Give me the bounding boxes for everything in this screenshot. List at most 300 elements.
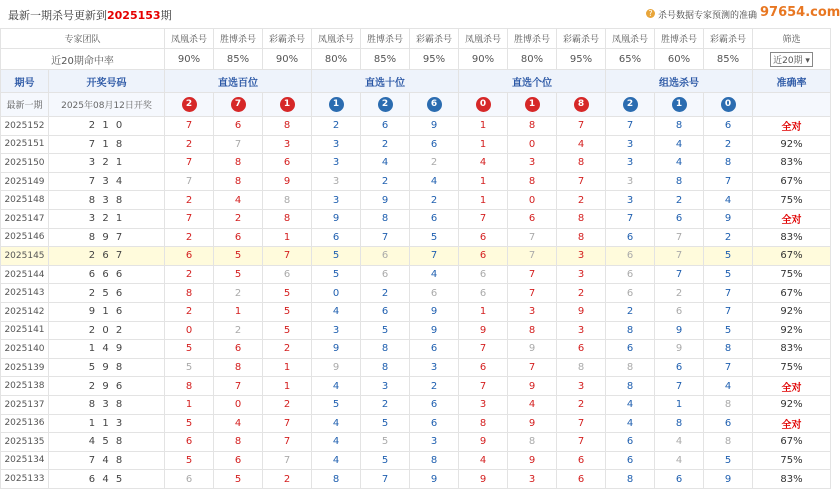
kill-number-cell: 7	[557, 433, 606, 452]
kill-number-cell: 6	[606, 340, 655, 359]
kill-number-cell: 0	[508, 135, 557, 154]
expert-name: 凤凰杀号	[459, 29, 508, 49]
row-accuracy: 83%	[753, 340, 831, 359]
kill-number-cell: 8	[606, 470, 655, 489]
kill-number-cell: 2	[557, 191, 606, 210]
kill-number-cell: 2	[165, 228, 214, 247]
hit-rate-value: 80%	[508, 49, 557, 70]
kill-number-cell: 8	[557, 358, 606, 377]
row-draw-code: 6 6 6	[49, 265, 165, 284]
kill-number-cell: 7	[655, 377, 704, 396]
number-ball: 1	[672, 97, 687, 112]
kill-number-cell: 4	[655, 451, 704, 470]
kill-number-cell: 7	[459, 340, 508, 359]
kill-number-cell: 2	[704, 135, 753, 154]
kill-number-cell: 4	[557, 135, 606, 154]
row-issue: 2025140	[1, 340, 49, 359]
kill-number-cell: 3	[361, 377, 410, 396]
kill-number-cell: 4	[704, 377, 753, 396]
col-accuracy: 准确率	[753, 70, 831, 93]
col-group-kill: 组选杀号	[606, 70, 753, 93]
row-accuracy: 75%	[753, 191, 831, 210]
kill-number-cell: 6	[606, 265, 655, 284]
table-row	[1, 377, 831, 396]
table-row	[1, 247, 831, 266]
kill-number-cell: 7	[508, 247, 557, 266]
kill-number-cell: 8	[655, 172, 704, 191]
top-bar	[0, 0, 840, 28]
kill-number-cell: 8	[557, 209, 606, 228]
table-row	[1, 358, 831, 377]
kill-number-cell: 8	[165, 284, 214, 303]
kill-number-cell: 8	[704, 340, 753, 359]
kill-number-cell: 5	[165, 358, 214, 377]
kill-number-cell: 5	[165, 340, 214, 359]
kill-number-cell: 8	[263, 209, 312, 228]
row-draw-code: 7 3 4	[49, 172, 165, 191]
kill-number-cell: 6	[655, 358, 704, 377]
kill-number-cell: 2	[165, 302, 214, 321]
kill-number-cell: 4	[312, 414, 361, 433]
info-note: 杀号数据专家预测的准确	[658, 11, 758, 21]
kill-number-cell: 6	[459, 228, 508, 247]
col-code: 开奖号码	[49, 70, 165, 93]
kill-number-cell: 6	[508, 209, 557, 228]
kill-number-cell: 3	[410, 433, 459, 452]
row-issue: 2025135	[1, 433, 49, 452]
kill-number-cell: 8	[606, 358, 655, 377]
kill-number-cell: 9	[263, 172, 312, 191]
table-row	[1, 191, 831, 210]
hit-rate-value: 65%	[606, 49, 655, 70]
kill-number-cell: 6	[606, 433, 655, 452]
kill-number-cell: 2	[655, 284, 704, 303]
row-accuracy: 全对	[753, 117, 831, 136]
kill-number-cell: 2	[214, 321, 263, 340]
kill-number-cell: 7	[557, 172, 606, 191]
kill-number-cell: 4	[214, 191, 263, 210]
kill-number-cell: 5	[165, 451, 214, 470]
row-accuracy: 83%	[753, 470, 831, 489]
kill-number-cell: 5	[165, 414, 214, 433]
latest-ball-cell	[361, 93, 410, 117]
chevron-down-icon: ▾	[802, 55, 810, 66]
kill-number-cell: 7	[263, 414, 312, 433]
number-ball: 0	[721, 97, 736, 112]
row-accuracy: 全对	[753, 377, 831, 396]
latest-ball-cell	[606, 93, 655, 117]
hit-rate-value: 95%	[557, 49, 606, 70]
kill-number-cell: 8	[165, 377, 214, 396]
number-ball: 0	[476, 97, 491, 112]
hit-rate-value: 85%	[704, 49, 753, 70]
kill-number-cell: 9	[508, 414, 557, 433]
kill-number-cell: 4	[655, 135, 704, 154]
kill-number-cell: 0	[165, 321, 214, 340]
col-tens: 直选十位	[312, 70, 459, 93]
expert-name: 彩霸杀号	[263, 29, 312, 49]
kill-number-cell: 8	[704, 395, 753, 414]
kill-number-cell: 7	[459, 209, 508, 228]
kill-number-cell: 5	[704, 247, 753, 266]
kill-number-cell: 5	[361, 433, 410, 452]
kill-number-cell: 1	[165, 395, 214, 414]
kill-number-cell: 9	[410, 302, 459, 321]
kill-number-cell: 8	[704, 433, 753, 452]
kill-number-cell: 9	[508, 451, 557, 470]
row-draw-code: 1 4 9	[49, 340, 165, 359]
kill-number-cell: 2	[704, 228, 753, 247]
table-row	[1, 265, 831, 284]
row-draw-code: 3 2 1	[49, 209, 165, 228]
expert-name: 凤凰杀号	[165, 29, 214, 49]
kill-number-cell: 1	[655, 395, 704, 414]
kill-number-cell: 5	[263, 321, 312, 340]
watermark-logo: 97654.com	[760, 5, 840, 20]
row-accuracy: 75%	[753, 451, 831, 470]
kill-number-cell: 5	[214, 470, 263, 489]
row-issue: 2025150	[1, 154, 49, 173]
kill-number-cell: 8	[214, 433, 263, 452]
kill-number-cell: 8	[361, 358, 410, 377]
kill-number-cell: 5	[410, 228, 459, 247]
kill-number-cell: 7	[704, 302, 753, 321]
row-issue: 2025133	[1, 470, 49, 489]
kill-number-cell: 6	[557, 451, 606, 470]
row-issue: 2025134	[1, 451, 49, 470]
kill-number-cell: 3	[508, 470, 557, 489]
kill-number-cell: 3	[606, 172, 655, 191]
kill-number-cell: 4	[704, 191, 753, 210]
kill-number-cell: 9	[655, 340, 704, 359]
table-row	[1, 154, 831, 173]
table-row	[1, 302, 831, 321]
kill-number-cell: 5	[214, 265, 263, 284]
kill-number-cell: 9	[557, 302, 606, 321]
kill-number-cell: 7	[655, 228, 704, 247]
kill-number-cell: 2	[165, 265, 214, 284]
col-issue: 期号	[1, 70, 49, 93]
kill-number-cell: 0	[214, 395, 263, 414]
kill-number-cell: 8	[263, 117, 312, 136]
col-hundreds: 直选百位	[165, 70, 312, 93]
row-accuracy: 83%	[753, 154, 831, 173]
kill-number-cell: 1	[459, 302, 508, 321]
row-draw-code: 4 5 8	[49, 433, 165, 452]
kill-number-cell: 7	[508, 265, 557, 284]
latest-ball-cell	[508, 93, 557, 117]
kill-number-cell: 3	[312, 135, 361, 154]
expert-name: 彩霸杀号	[557, 29, 606, 49]
kill-number-cell: 7	[704, 358, 753, 377]
kill-number-cell: 5	[263, 284, 312, 303]
kill-number-cell: 8	[508, 117, 557, 136]
kill-number-cell: 6	[361, 247, 410, 266]
kill-number-cell: 5	[361, 451, 410, 470]
row-issue: 2025151	[1, 135, 49, 154]
kill-number-cell: 6	[606, 247, 655, 266]
kill-number-cell: 1	[459, 117, 508, 136]
number-ball: 6	[427, 97, 442, 112]
kill-number-cell: 3	[508, 302, 557, 321]
kill-number-cell: 8	[557, 154, 606, 173]
kill-number-cell: 2	[606, 302, 655, 321]
kill-number-cell: 7	[214, 377, 263, 396]
table-row	[1, 172, 831, 191]
row-draw-code: 8 3 8	[49, 395, 165, 414]
kill-number-cell: 7	[459, 377, 508, 396]
kill-number-cell: 2	[557, 284, 606, 303]
table-row	[1, 414, 831, 433]
kill-number-cell: 6	[410, 414, 459, 433]
col-units: 直选个位	[459, 70, 606, 93]
row-draw-code: 8 3 8	[49, 191, 165, 210]
row-draw-code: 2 9 6	[49, 377, 165, 396]
kill-number-cell: 7	[410, 247, 459, 266]
kill-number-cell: 8	[606, 377, 655, 396]
kill-number-cell: 8	[263, 191, 312, 210]
kill-number-cell: 4	[459, 451, 508, 470]
kill-number-cell: 4	[312, 377, 361, 396]
kill-number-cell: 6	[410, 395, 459, 414]
kill-number-cell: 2	[361, 395, 410, 414]
kill-number-cell: 7	[606, 117, 655, 136]
latest-ball-cell	[214, 93, 263, 117]
question-icon[interactable]: ?	[646, 9, 655, 18]
row-accuracy: 67%	[753, 284, 831, 303]
kill-number-cell: 4	[312, 302, 361, 321]
row-draw-code: 2 6 7	[49, 247, 165, 266]
kill-number-cell: 6	[214, 340, 263, 359]
kill-number-cell: 6	[606, 451, 655, 470]
hit-rate-value: 85%	[361, 49, 410, 70]
kill-number-cell: 7	[165, 209, 214, 228]
kill-number-cell: 8	[655, 414, 704, 433]
table-row	[1, 470, 831, 489]
kill-number-cell: 9	[410, 117, 459, 136]
row-issue: 2025147	[1, 209, 49, 228]
kill-number-cell: 7	[214, 135, 263, 154]
row-draw-code: 6 4 5	[49, 470, 165, 489]
table-row	[1, 395, 831, 414]
kill-number-cell: 7	[508, 284, 557, 303]
period-select[interactable]	[770, 52, 813, 67]
kill-number-cell: 1	[263, 358, 312, 377]
hit-rate-label: 近20期命中率	[1, 49, 165, 70]
kill-number-cell: 9	[459, 433, 508, 452]
kill-number-cell: 2	[263, 470, 312, 489]
latest-ball-cell	[557, 93, 606, 117]
kill-number-cell: 8	[606, 321, 655, 340]
latest-label: 最新一期	[1, 93, 49, 117]
kill-number-cell: 2	[410, 154, 459, 173]
kill-number-cell: 5	[704, 321, 753, 340]
expert-name: 胜博杀号	[508, 29, 557, 49]
kill-number-cell: 9	[312, 209, 361, 228]
kill-number-cell: 7	[165, 117, 214, 136]
kill-number-cell: 9	[410, 321, 459, 340]
kill-number-cell: 7	[361, 470, 410, 489]
kill-number-cell: 5	[214, 247, 263, 266]
kill-number-cell: 2	[312, 117, 361, 136]
kill-number-cell: 7	[508, 358, 557, 377]
kill-number-cell: 6	[410, 340, 459, 359]
filter-label: 筛选	[753, 29, 831, 49]
row-accuracy: 75%	[753, 265, 831, 284]
kill-number-cell: 0	[312, 284, 361, 303]
table-row	[1, 228, 831, 247]
expert-name: 胜博杀号	[214, 29, 263, 49]
row-draw-code: 3 2 1	[49, 154, 165, 173]
kill-number-cell: 9	[410, 470, 459, 489]
row-accuracy: 67%	[753, 172, 831, 191]
kill-number-cell: 7	[557, 414, 606, 433]
row-issue: 2025146	[1, 228, 49, 247]
kill-number-cell: 1	[263, 228, 312, 247]
period-select-value: 近20期	[773, 55, 803, 66]
kill-number-cell: 8	[312, 470, 361, 489]
table-row	[1, 209, 831, 228]
kill-number-cell: 5	[704, 451, 753, 470]
latest-ball-cell	[459, 93, 508, 117]
row-issue: 2025149	[1, 172, 49, 191]
kill-number-cell: 1	[459, 135, 508, 154]
kill-number-cell: 6	[214, 228, 263, 247]
kill-number-cell: 7	[508, 228, 557, 247]
kill-number-cell: 3	[557, 265, 606, 284]
number-ball: 1	[329, 97, 344, 112]
row-issue: 2025138	[1, 377, 49, 396]
latest-date: 2025年08月12日开奖	[49, 93, 165, 117]
table-row	[1, 340, 831, 359]
kill-number-cell: 1	[214, 302, 263, 321]
row-issue: 2025143	[1, 284, 49, 303]
kill-number-cell: 8	[361, 340, 410, 359]
kill-number-cell: 2	[655, 191, 704, 210]
kill-number-cell: 6	[606, 228, 655, 247]
kill-number-cell: 5	[263, 302, 312, 321]
number-ball: 2	[182, 97, 197, 112]
table-row	[1, 117, 831, 136]
kill-number-cell: 9	[459, 470, 508, 489]
latest-ball-cell	[165, 93, 214, 117]
kill-number-cell: 6	[459, 284, 508, 303]
kill-number-cell: 4	[508, 395, 557, 414]
kill-number-cell: 4	[214, 414, 263, 433]
number-ball: 8	[574, 97, 589, 112]
kill-number-cell: 4	[606, 395, 655, 414]
kill-number-cell: 3	[410, 358, 459, 377]
kill-number-cell: 8	[557, 228, 606, 247]
kill-number-cell: 3	[312, 154, 361, 173]
kill-number-cell: 4	[410, 172, 459, 191]
latest-ball-cell	[704, 93, 753, 117]
row-accuracy: 全对	[753, 414, 831, 433]
row-accuracy: 92%	[753, 321, 831, 340]
kill-number-cell: 6	[459, 265, 508, 284]
row-draw-code: 7 4 8	[49, 451, 165, 470]
kill-number-table	[0, 28, 831, 489]
kill-number-cell: 5	[704, 265, 753, 284]
kill-number-cell: 2	[165, 135, 214, 154]
hit-rate-value: 90%	[165, 49, 214, 70]
row-issue: 2025145	[1, 247, 49, 266]
row-issue: 2025142	[1, 302, 49, 321]
kill-number-cell: 7	[655, 265, 704, 284]
page-title: 最新一期杀号更新到2025153期	[8, 9, 172, 22]
row-issue: 2025139	[1, 358, 49, 377]
kill-number-cell: 5	[312, 247, 361, 266]
kill-number-cell: 4	[459, 154, 508, 173]
kill-number-cell: 4	[312, 433, 361, 452]
kill-number-cell: 6	[459, 247, 508, 266]
kill-number-cell: 6	[165, 470, 214, 489]
number-ball: 7	[231, 97, 246, 112]
kill-number-cell: 6	[606, 284, 655, 303]
kill-number-cell: 2	[410, 377, 459, 396]
kill-number-cell: 6	[361, 265, 410, 284]
kill-number-cell: 6	[214, 117, 263, 136]
row-draw-code: 7 1 8	[49, 135, 165, 154]
kill-number-cell: 6	[312, 228, 361, 247]
kill-number-cell: 2	[361, 135, 410, 154]
number-ball: 1	[525, 97, 540, 112]
row-accuracy: 75%	[753, 358, 831, 377]
kill-number-cell: 6	[410, 135, 459, 154]
kill-number-cell: 3	[606, 135, 655, 154]
row-accuracy: 83%	[753, 228, 831, 247]
expert-name: 凤凰杀号	[312, 29, 361, 49]
kill-number-cell: 9	[312, 340, 361, 359]
kill-number-cell: 2	[214, 284, 263, 303]
kill-number-cell: 8	[655, 117, 704, 136]
kill-number-cell: 1	[459, 191, 508, 210]
latest-ball-cell	[410, 93, 459, 117]
table-row	[1, 284, 831, 303]
kill-number-cell: 8	[704, 154, 753, 173]
row-accuracy: 67%	[753, 433, 831, 452]
kill-number-cell: 8	[459, 414, 508, 433]
kill-number-cell: 7	[165, 172, 214, 191]
kill-number-cell: 8	[410, 451, 459, 470]
hit-rate-value: 90%	[459, 49, 508, 70]
kill-number-cell: 2	[557, 395, 606, 414]
row-draw-code: 2 1 0	[49, 117, 165, 136]
kill-number-cell: 0	[508, 191, 557, 210]
row-issue: 2025141	[1, 321, 49, 340]
kill-number-cell: 4	[312, 451, 361, 470]
kill-number-cell: 6	[410, 284, 459, 303]
kill-number-cell: 6	[655, 470, 704, 489]
row-draw-code: 2 5 6	[49, 284, 165, 303]
row-accuracy: 67%	[753, 247, 831, 266]
kill-number-cell: 3	[557, 377, 606, 396]
kill-number-cell: 4	[655, 433, 704, 452]
kill-number-cell: 3	[606, 191, 655, 210]
hit-rate-value: 95%	[410, 49, 459, 70]
row-issue: 2025137	[1, 395, 49, 414]
kill-number-cell: 7	[361, 228, 410, 247]
kill-number-cell: 3	[508, 154, 557, 173]
kill-number-cell: 1	[459, 172, 508, 191]
kill-number-cell: 9	[704, 470, 753, 489]
kill-number-cell: 9	[508, 340, 557, 359]
expert-name: 胜博杀号	[361, 29, 410, 49]
kill-number-cell: 6	[704, 414, 753, 433]
number-ball: 2	[623, 97, 638, 112]
row-accuracy: 全对	[753, 209, 831, 228]
kill-number-cell: 6	[263, 265, 312, 284]
